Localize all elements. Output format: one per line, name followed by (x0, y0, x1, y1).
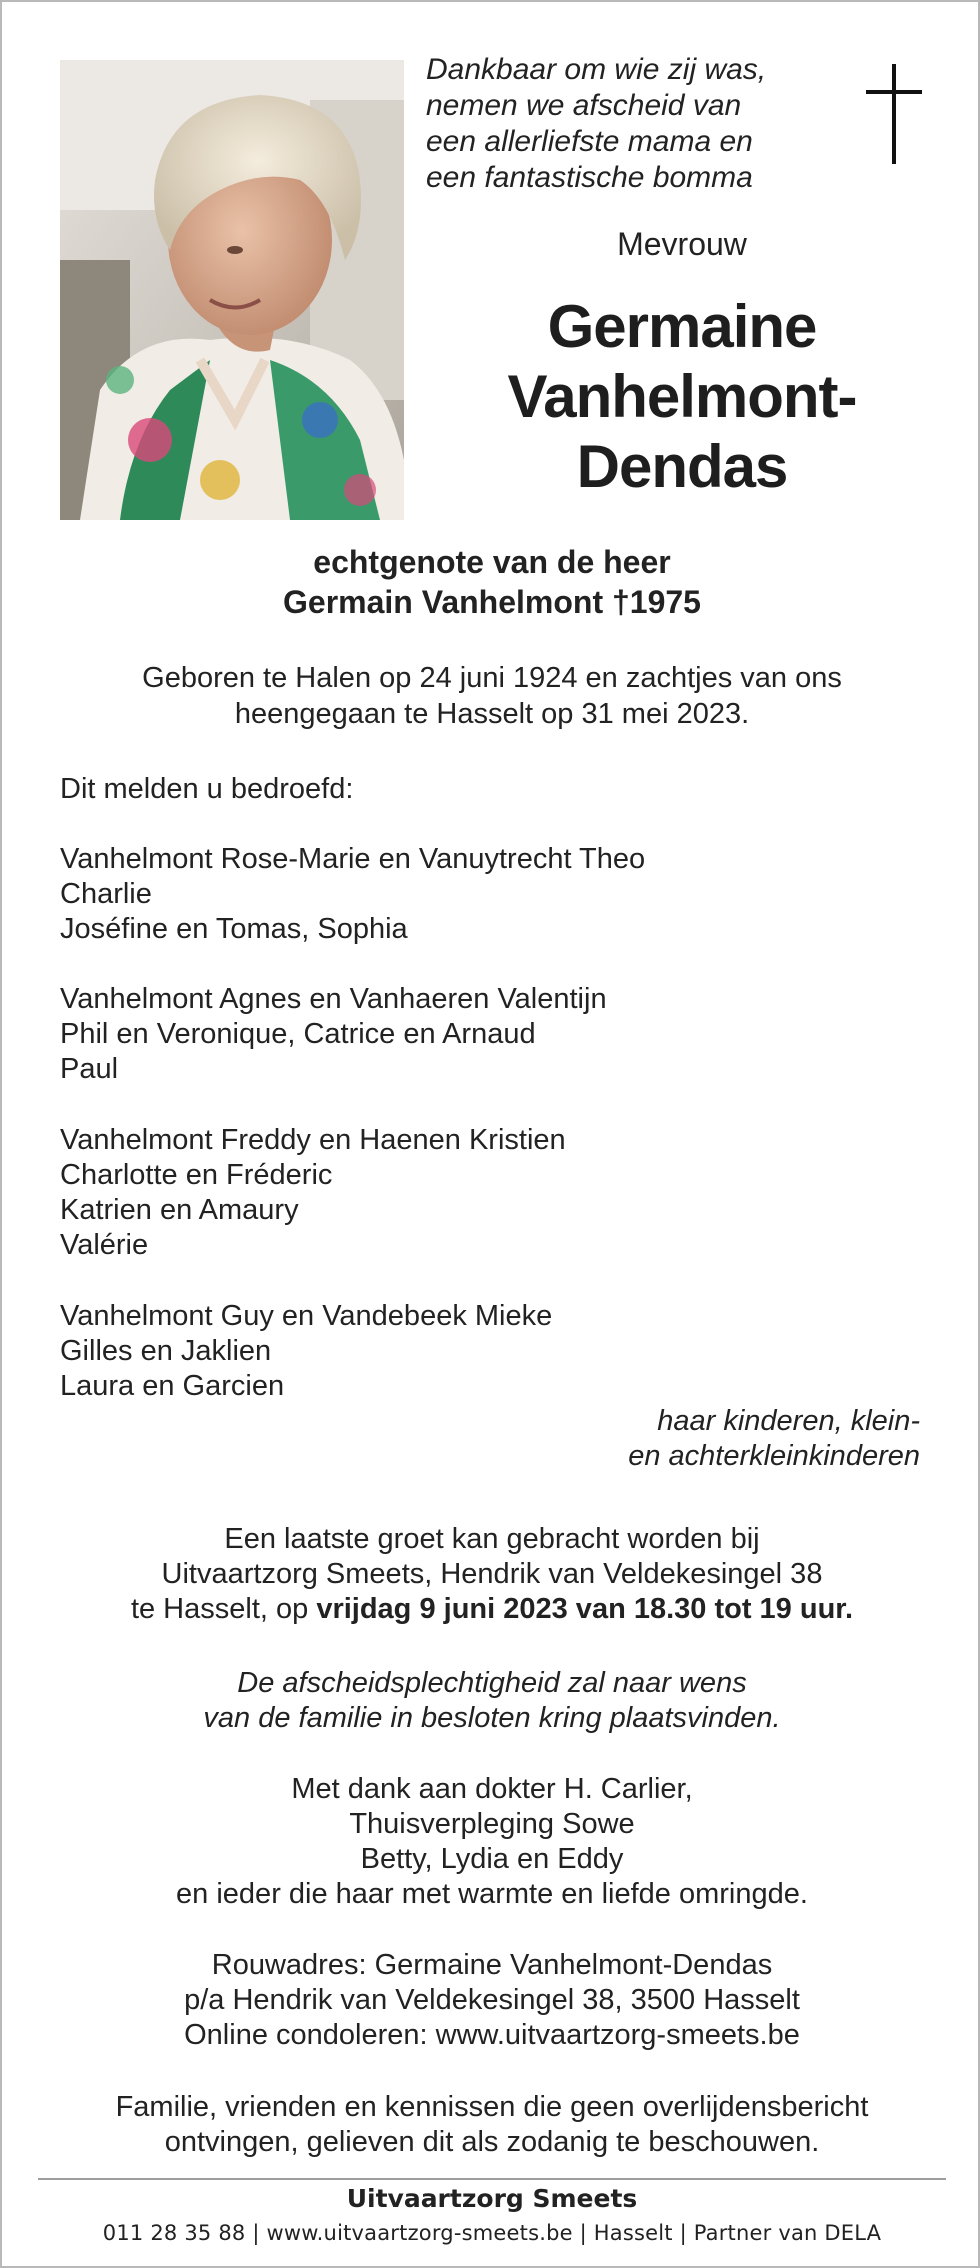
family-line: Laura en Garcien (60, 1370, 285, 1402)
thanks-line: en ieder die haar met warmte en liefde omringde. (176, 1878, 808, 1910)
family-line: Phil en Veronique, Catrice en Arnaud (60, 1018, 536, 1050)
ceremony-info (2, 1666, 980, 1736)
thanks-line: Betty, Lydia en Eddy (360, 1843, 624, 1875)
honorific: Mevrouw (617, 226, 747, 262)
thanks-line: Thuisverpleging Sowe (349, 1808, 635, 1840)
family-line: Vanhelmont Rose-Marie en Vanuytrecht Theo (60, 843, 646, 875)
name-line: Vanhelmont- (507, 363, 857, 430)
funeral-home-contact: 011 28 35 88 | www.uitvaartzorg-smeets.be | Hasselt | Partner van DELA (102, 2221, 882, 2245)
spouse-line: echtgenote van de heer (313, 544, 671, 580)
deceased-name (422, 292, 942, 502)
portrait-photo (60, 60, 404, 520)
family-group (60, 982, 607, 1087)
family-line: Joséfine en Tomas, Sophia (60, 913, 408, 945)
visitation-time: vrijdag 9 juni 2023 van 18.30 tot 19 uur. (316, 1593, 854, 1625)
quote-line: een allerliefste mama en (426, 125, 753, 158)
ceremony-line: van de familie in besloten kring plaatsvinden. (203, 1702, 781, 1734)
notice-line: ontvingen, gelieven dit als zodanig te beschouwen. (164, 2126, 820, 2158)
name-line: Germaine (547, 293, 817, 360)
family-line: Gilles en Jaklien (60, 1335, 272, 1367)
notice-text (2, 2090, 980, 2160)
signoff-line: haar kinderen, klein- (657, 1405, 920, 1437)
quote-line: nemen we afscheid van (426, 89, 742, 122)
thanks-info (2, 1772, 980, 1912)
quote-line: een fantastische bomma (426, 161, 753, 194)
family-line: Vanhelmont Guy en Vandebeek Mieke (60, 1300, 553, 1332)
spouse-info (2, 542, 980, 622)
quote-line: Dankbaar om wie zij was, (426, 53, 767, 86)
mourning-address (2, 1948, 980, 2053)
signoff-line: en achterkleinkinderen (628, 1440, 920, 1472)
family-line: Charlotte en Fréderic (60, 1159, 333, 1191)
address-line: Online condoleren: www.uitvaartzorg-smeets.be (184, 2019, 800, 2051)
announcement: Dit melden u bedroefd: (60, 773, 354, 805)
opening-quote (426, 52, 766, 196)
spouse-line: Germain Vanhelmont †1975 (283, 584, 701, 620)
address-line: p/a Hendrik van Veldekesingel 38, 3500 Hasselt (184, 1984, 800, 2016)
family-line: Vanhelmont Freddy en Haenen Kristien (60, 1124, 566, 1156)
family-line: Paul (60, 1053, 119, 1085)
address-line: Rouwadres: Germaine Vanhelmont-Dendas (211, 1949, 773, 1981)
family-line: Vanhelmont Agnes en Vanhaeren Valentijn (60, 983, 607, 1015)
family-line: Valérie (60, 1229, 149, 1261)
notice-line: Familie, vrienden en kennissen die geen overlijdensbericht (115, 2091, 869, 2123)
visitation-prefix: te Hasselt, op (130, 1593, 317, 1625)
family-signoff (628, 1404, 920, 1474)
family-line: Katrien en Amaury (60, 1194, 299, 1226)
cross-icon (864, 64, 924, 164)
visitation-line (2, 1592, 980, 1627)
footer-divider (38, 2178, 946, 2180)
ceremony-line: De afscheidsplechtigheid zal naar wens (237, 1667, 747, 1699)
birth-line: heengegaan te Hasselt op 31 mei 2023. (234, 698, 750, 730)
funeral-home-name: Uitvaartzorg Smeets (346, 2184, 638, 2213)
visitation-line: Uitvaartzorg Smeets, Hendrik van Veldekesingel 38 (161, 1558, 823, 1590)
visitation-info (2, 1522, 980, 1627)
family-line: Charlie (60, 878, 152, 910)
name-line: Dendas (576, 433, 788, 500)
birth-death-info (2, 660, 980, 732)
birth-line: Geboren te Halen op 24 juni 1924 en zachtjes van ons (142, 662, 842, 694)
thanks-line: Met dank aan dokter H. Carlier, (291, 1773, 693, 1805)
visitation-line: Een laatste groet kan gebracht worden bij (224, 1523, 760, 1555)
family-group (60, 1299, 552, 1404)
family-group (60, 842, 645, 947)
family-group (60, 1123, 566, 1263)
